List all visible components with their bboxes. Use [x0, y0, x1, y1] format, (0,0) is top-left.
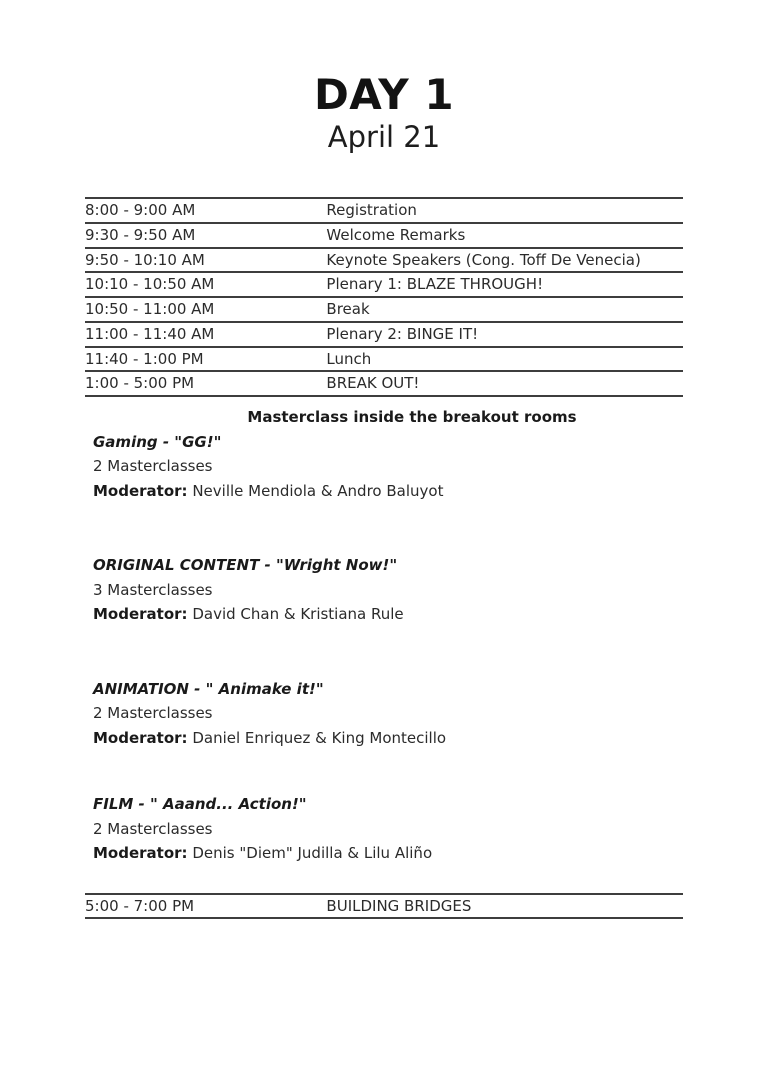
section-moderator-line	[93, 602, 731, 627]
moderator-label: Moderator:	[93, 728, 188, 747]
evening-table	[85, 893, 683, 920]
schedule-event: Plenary 1: BLAZE THROUGH!	[326, 272, 683, 297]
masterclass-heading: Masterclass inside the breakout rooms	[247, 408, 577, 426]
page-title: DAY 1	[313, 70, 455, 119]
section-count: 2 Masterclasses	[93, 457, 213, 475]
section-moderator-line	[93, 726, 731, 751]
section-title: ORIGINAL CONTENT - "Wright Now!"	[93, 556, 398, 574]
schedule-event: BREAK OUT!	[326, 371, 683, 396]
schedule-time: 9:30 - 9:50 AM	[85, 223, 326, 248]
moderator-label: Moderator:	[93, 605, 188, 623]
schedule-event: Keynote Speakers (Cong. Toff De Venecia)	[326, 248, 683, 273]
section-count: 2 Masterclasses	[93, 704, 213, 722]
section-moderator-line	[93, 479, 731, 504]
moderator-label: Moderator:	[93, 844, 188, 862]
schedule-time: 8:00 - 9:00 AM	[85, 198, 326, 223]
section-title: FILM - " Aaand... Action!"	[93, 795, 307, 813]
section-moderator-line	[93, 841, 731, 866]
schedule-time: 11:40 - 1:00 PM	[85, 347, 326, 372]
schedule-event: Welcome Remarks	[326, 223, 683, 248]
masterclass-section-film	[93, 792, 731, 866]
table-row	[85, 347, 683, 372]
schedule-time: 5:00 - 7:00 PM	[85, 894, 326, 919]
moderator-names: Denis "Diem" Judilla & Lilu Aliño	[192, 844, 433, 862]
schedule-table	[85, 197, 683, 397]
section-count: 3 Masterclasses	[93, 580, 213, 599]
schedule-event: Registration	[326, 198, 683, 223]
masterclass-section-animation	[93, 677, 731, 751]
table-row	[85, 371, 683, 396]
schedule-time: 10:10 - 10:50 AM	[85, 272, 326, 297]
schedule-time: 9:50 - 10:10 AM	[85, 248, 326, 273]
table-row	[85, 894, 683, 919]
page-subtitle: April 21	[327, 120, 441, 154]
moderator-names: Daniel Enriquez & King Montecillo	[192, 728, 447, 747]
schedule-event: BUILDING BRIDGES	[326, 894, 683, 919]
section-count: 2 Masterclasses	[93, 819, 213, 838]
masterclass-section-original-content	[93, 553, 731, 627]
schedule-event: Lunch	[326, 347, 683, 372]
table-row	[85, 272, 683, 297]
schedule-event: Plenary 2: BINGE IT!	[326, 322, 683, 347]
table-row	[85, 248, 683, 273]
title-block	[0, 72, 768, 156]
table-row	[85, 198, 683, 223]
masterclass-block	[93, 405, 731, 866]
moderator-label: Moderator:	[93, 481, 188, 500]
schedule-time: 1:00 - 5:00 PM	[85, 371, 326, 396]
table-row	[85, 223, 683, 248]
section-title: Gaming - "GG!"	[93, 432, 222, 451]
section-title: ANIMATION - " Animake it!"	[93, 679, 324, 698]
schedule-time: 10:50 - 11:00 AM	[85, 297, 326, 322]
schedule-time: 11:00 - 11:40 AM	[85, 322, 326, 347]
table-row	[85, 297, 683, 322]
masterclass-section-gaming	[93, 430, 731, 504]
moderator-names: David Chan & Kristiana Rule	[192, 605, 404, 623]
table-row	[85, 322, 683, 347]
moderator-names: Neville Mendiola & Andro Baluyot	[192, 481, 444, 500]
schedule-event: Break	[326, 297, 683, 322]
